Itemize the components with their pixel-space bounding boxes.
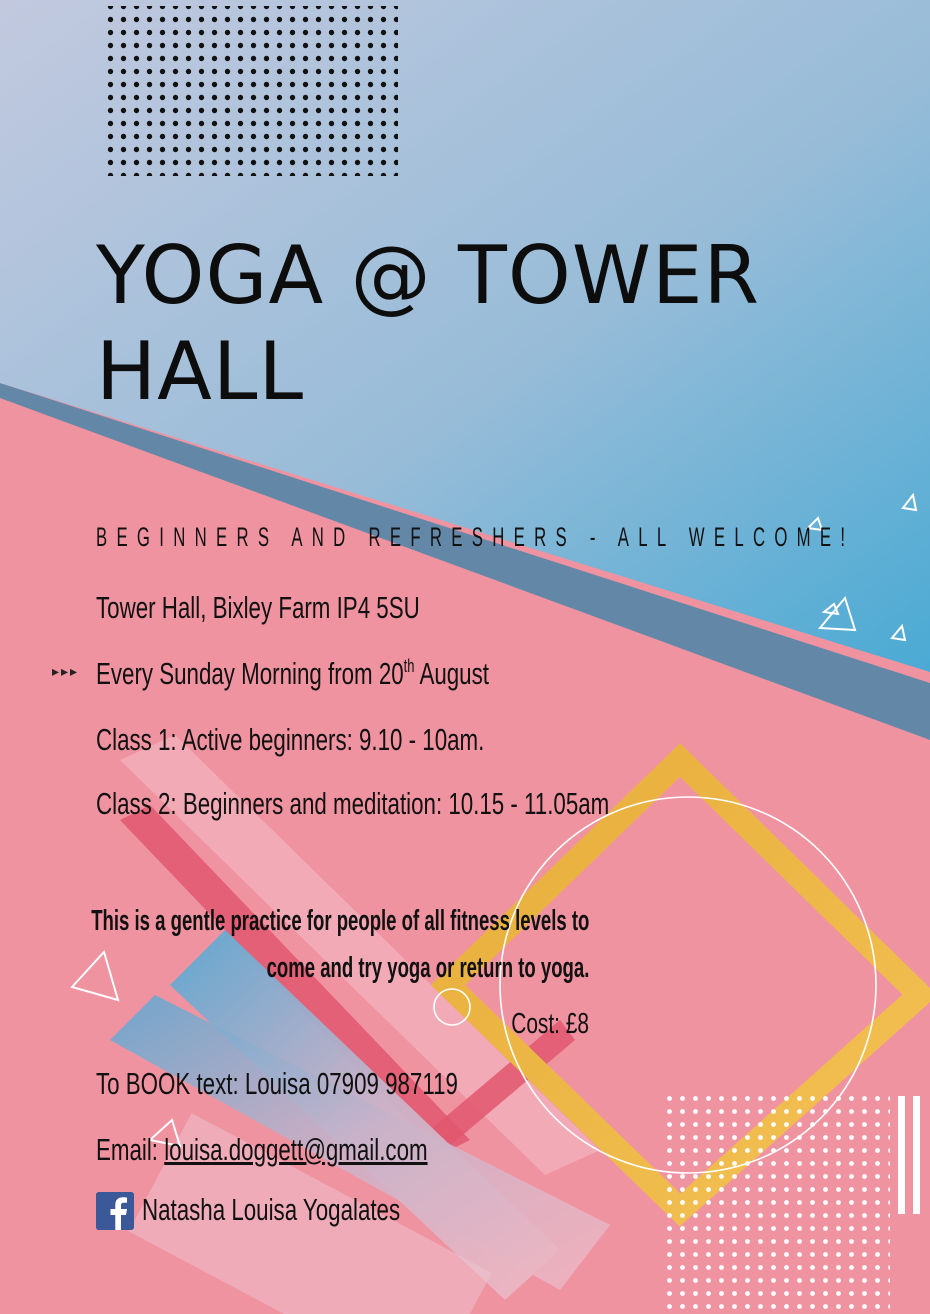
email-link[interactable]: louisa.doggett@gmail.com bbox=[164, 1132, 428, 1167]
facebook-icon bbox=[96, 1192, 134, 1230]
booking-contact: To BOOK text: Louisa 07909 987119 bbox=[96, 1066, 458, 1101]
schedule-month: August bbox=[414, 656, 489, 691]
schedule-ordinal: th bbox=[403, 656, 415, 676]
title-line-1: YOGA @ TOWER bbox=[96, 229, 761, 322]
description-line-2: come and try yoga or return to yoga. bbox=[266, 952, 589, 984]
facebook-row[interactable] bbox=[96, 1190, 501, 1230]
schedule-line bbox=[96, 656, 489, 692]
schedule-text: Every Sunday Morning from 20 bbox=[96, 656, 404, 691]
email-line bbox=[96, 1132, 428, 1168]
description-line-1: This is a gentle practice for people of all fitness levels to bbox=[90, 905, 589, 937]
triple-arrow-bullet-icon: ▸▸▸ bbox=[52, 664, 80, 680]
venue-address: Tower Hall, Bixley Farm IP4 5SU bbox=[96, 590, 420, 625]
class-1-time: Class 1: Active beginners: 9.10 - 10am. bbox=[96, 722, 485, 757]
email-label: Email: bbox=[96, 1132, 165, 1167]
class-2-time: Class 2: Beginners and meditation: 10.15 - 11.05am bbox=[96, 786, 610, 821]
facebook-page-name: Natasha Louisa Yogalates bbox=[142, 1192, 401, 1227]
tagline: BEGINNERS AND REFRESHERS - ALL WELCOME! bbox=[96, 522, 855, 552]
title-line-2: HALL bbox=[96, 325, 305, 418]
cost: Cost: £8 bbox=[511, 1008, 589, 1040]
